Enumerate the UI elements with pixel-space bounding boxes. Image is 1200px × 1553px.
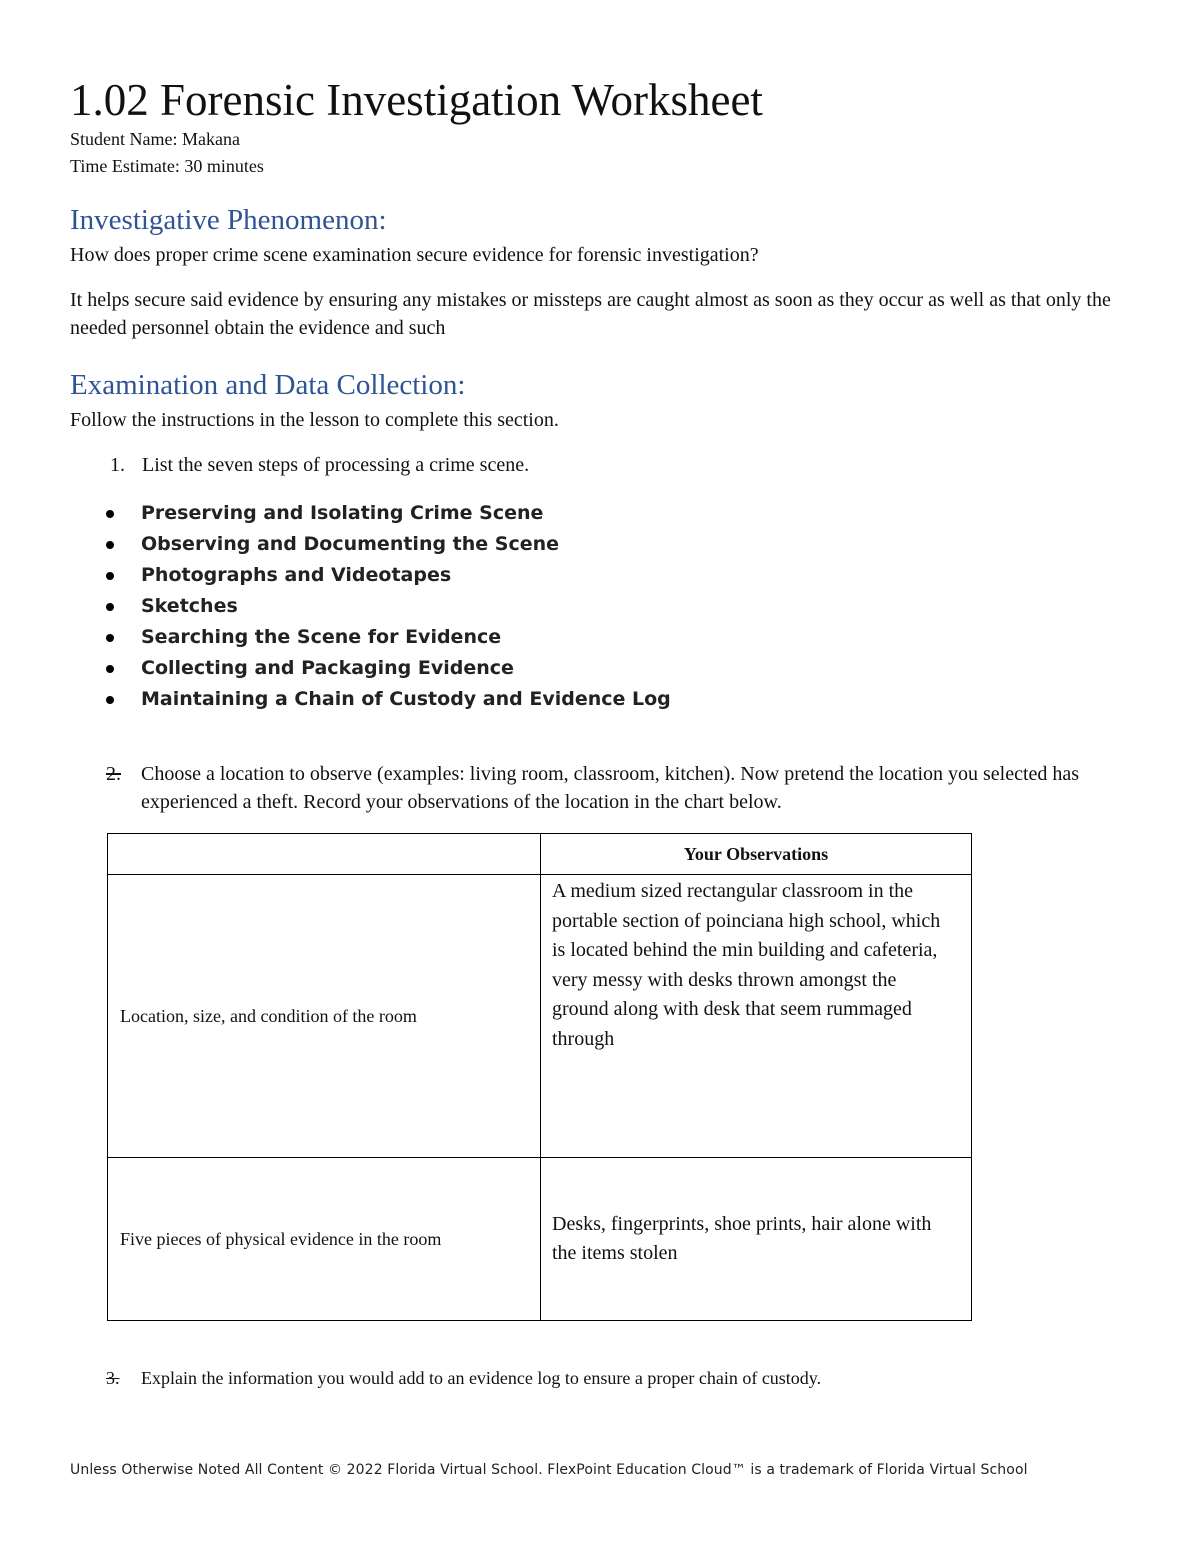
- bullet-icon: [106, 510, 114, 518]
- table-header-row: [108, 834, 972, 875]
- row-value: Desks, fingerprints, shoe prints, hair alone with the items stolen: [541, 1158, 972, 1321]
- table-row: [108, 1158, 972, 1321]
- phenomenon-question: How does proper crime scene examination secure evidence for forensic investigation?: [70, 244, 759, 266]
- row-value: A medium sized rectangular classroom in the portable section of poinciana high school, which is located behind the min building and cafeteria, very messy with desks thrown amongst the ground along with desk that seem rummaged through: [541, 875, 972, 1158]
- question-1-text: List the seven steps of processing a crime scene.: [142, 454, 530, 476]
- question-2: [106, 760, 1146, 816]
- phenomenon-heading: Investigative Phenomenon:: [70, 204, 387, 236]
- list-item: [100, 684, 671, 715]
- bullet-icon: [106, 696, 114, 704]
- question-3: [106, 1364, 1146, 1392]
- step-label: Photographs and Videotapes: [141, 564, 452, 586]
- step-label: Searching the Scene for Evidence: [141, 626, 502, 648]
- row-label: [108, 875, 541, 1158]
- student-name: Student Name: Makana: [70, 129, 240, 149]
- question-1: [110, 451, 529, 479]
- step-label: Preserving and Isolating Crime Scene: [141, 502, 544, 524]
- step-label: Sketches: [141, 595, 238, 617]
- question-2-text: Choose a location to observe (examples: living room, classroom, kitchen). Now pretend the location you selected has experienced a theft. Record your observations of the location in the chart below.: [141, 763, 1080, 813]
- examination-heading: Examination and Data Collection:: [70, 369, 466, 401]
- question-3-number: 3.: [106, 1368, 120, 1388]
- page-title: 1.02 Forensic Investigation Worksheet: [70, 75, 763, 125]
- phenomenon-answer: It helps secure said evidence by ensuring any mistakes or missteps are caught almost as soon as they occur as well as that only the needed personnel obtain the evidence and such: [70, 289, 1111, 339]
- bullet-icon: [106, 603, 114, 611]
- bullet-icon: [106, 541, 114, 549]
- list-item: [100, 529, 671, 560]
- bullet-icon: [106, 572, 114, 580]
- copyright-footer: Unless Otherwise Noted All Content © 2022 Florida Virtual School. FlexPoint Education Cloud™ is a trademark of Florida Virtual School: [70, 1462, 1028, 1478]
- row-label: [108, 1158, 541, 1321]
- row-label-text: Five pieces of physical evidence in the room: [120, 1228, 442, 1249]
- question-1-number: 1.: [110, 454, 125, 476]
- list-item: [100, 653, 671, 684]
- table-header-observations: Your Observations: [541, 834, 972, 875]
- list-item: [100, 560, 671, 591]
- step-label: Collecting and Packaging Evidence: [141, 657, 514, 679]
- list-item: [100, 498, 671, 529]
- step-label: Observing and Documenting the Scene: [141, 533, 560, 555]
- examination-instruction: Follow the instructions in the lesson to complete this section.: [70, 409, 559, 431]
- question-3-text: Explain the information you would add to an evidence log to ensure a proper chain of custody.: [141, 1368, 822, 1388]
- bullet-icon: [106, 665, 114, 673]
- list-item: [100, 591, 671, 622]
- table-header-blank: [108, 834, 541, 875]
- table-row: [108, 875, 972, 1158]
- step-label: Maintaining a Chain of Custody and Evidence Log: [141, 688, 671, 710]
- observations-table: [107, 833, 972, 1321]
- question-2-number: 2.: [106, 763, 121, 785]
- list-item: [100, 622, 671, 653]
- bullet-icon: [106, 634, 114, 642]
- row-label-text: Location, size, and condition of the room: [120, 1005, 417, 1026]
- crime-scene-steps-list: [100, 498, 671, 715]
- time-estimate: Time Estimate: 30 minutes: [70, 156, 264, 176]
